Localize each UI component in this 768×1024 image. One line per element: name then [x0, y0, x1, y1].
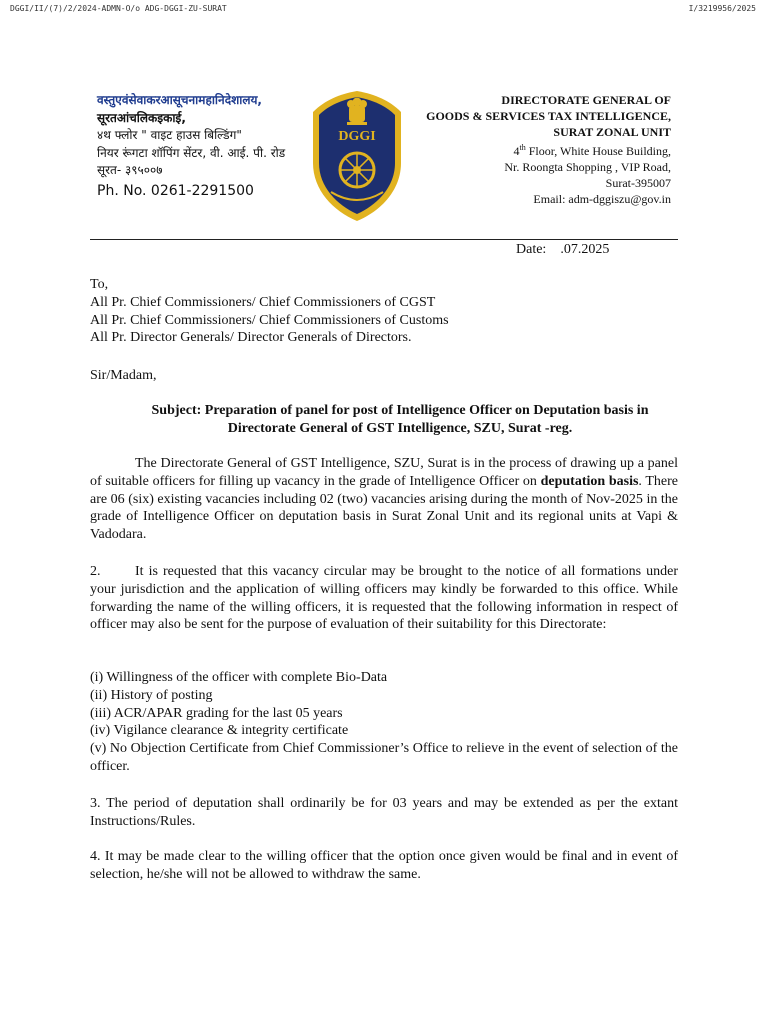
list-item: (v) No Objection Certificate from Chief Commissioner’s Office to relieve in the event of selection of the officer.	[90, 741, 678, 774]
hindi-address-line: सूरत- ३९५००७	[97, 163, 163, 177]
list-item: (i) Willingness of the officer with complete Bio-Data	[90, 670, 388, 685]
office-email: Email: adm-dggiszu@gov.in	[533, 192, 671, 206]
requirements-list	[90, 669, 678, 776]
to-label: To,	[90, 277, 109, 292]
list-item: (iv) Vigilance clearance & integrity certificate	[90, 723, 349, 739]
hindi-unit-name: सूरतआंचलिकइकाई,	[97, 110, 186, 125]
hindi-address-block	[97, 92, 285, 200]
addressee-block	[90, 276, 678, 347]
english-address-block	[426, 92, 671, 207]
address-floor: 4th Floor, White House Building,	[513, 143, 671, 158]
hindi-phone: Ph. No. 0261-2291500	[97, 182, 254, 199]
office-name-line3: SURAT ZONAL UNIT	[553, 125, 671, 139]
header-divider	[90, 239, 678, 240]
recipient-line: All Pr. Director Generals/ Director Generals of Directors.	[90, 330, 412, 346]
office-name-line2: GOODS & SERVICES TAX INTELLIGENCE,	[426, 109, 671, 123]
paragraph-2: 2. It is requested that this vacancy circular may be brought to the notice of all formations under your jurisdiction and the application of willing officers may kindly be forwarded to this office. While forwarding the name of the willing officers, it is requested that the following information in respect of officer may also be sent for the purpose of evaluation of their suitability for this Directorate:	[90, 564, 678, 633]
dggi-emblem-icon	[309, 88, 405, 224]
paragraph-4: 4. It may be made clear to the willing officer that the option once given would be final and in event of selection, he/she will not be allowed to withdraw the same.	[90, 849, 678, 882]
hindi-office-name: वस्तुएवंसेवाकरआसूचनामहानिदेशालय,	[97, 93, 262, 107]
hindi-address-line: ४थ फ्लोर " वाइट हाउस बिल्डिंग"	[97, 128, 242, 142]
paragraph-3: 3. The period of deputation shall ordinarily be for 03 years and may be extended as per the extant Instructions/Rules.	[90, 796, 678, 829]
file-reference: DGGI/II/(7)/2/2024-ADMN-O/o ADG-DGGI-ZU-SURAT	[10, 4, 227, 13]
recipient-line: All Pr. Chief Commissioners/ Chief Commissioners of CGST	[90, 294, 436, 310]
address-street: Nr. Roongta Shopping , VIP Road,	[504, 160, 671, 174]
address-city: Surat-395007	[605, 176, 671, 190]
list-item: (ii) History of posting	[90, 687, 213, 703]
dggi-logo	[309, 88, 405, 224]
list-item: (iii) ACR/APAR grading for the last 05 years	[90, 705, 343, 721]
paragraph-1: The Directorate General of GST Intelligence, SZU, Surat is in the process of drawing up a panel of suitable officers for filling up vacancy in the grade of Intelligence Officer on deputation basis. There are 06 (six) existing vacancies including 02 (two) vacancies arising during the month of Nov-2025 in the grade of Intelligence Officer on deputation basis in Surat Zonal Unit and its regional units at Vapi & Vadodara.	[90, 456, 678, 543]
letter-date: Date: .07.2025	[516, 242, 610, 257]
hindi-address-line: नियर रूंगटा शॉपिंग सेंटर, वी. आई. पी. रोड	[97, 145, 286, 160]
logo-text: DGGI	[338, 129, 376, 144]
salutation: Sir/Madam,	[90, 368, 157, 383]
recipient-line: All Pr. Chief Commissioners/ Chief Commissioners of Customs	[90, 312, 449, 328]
subject-line: Subject: Preparation of panel for post of Intelligence Officer on Deputation basis in Directorate General of GST Intelligence, SZU, Surat -reg.	[151, 403, 649, 436]
office-name-line1: DIRECTORATE GENERAL OF	[501, 93, 671, 107]
document-number: I/3219956/2025	[688, 4, 756, 13]
